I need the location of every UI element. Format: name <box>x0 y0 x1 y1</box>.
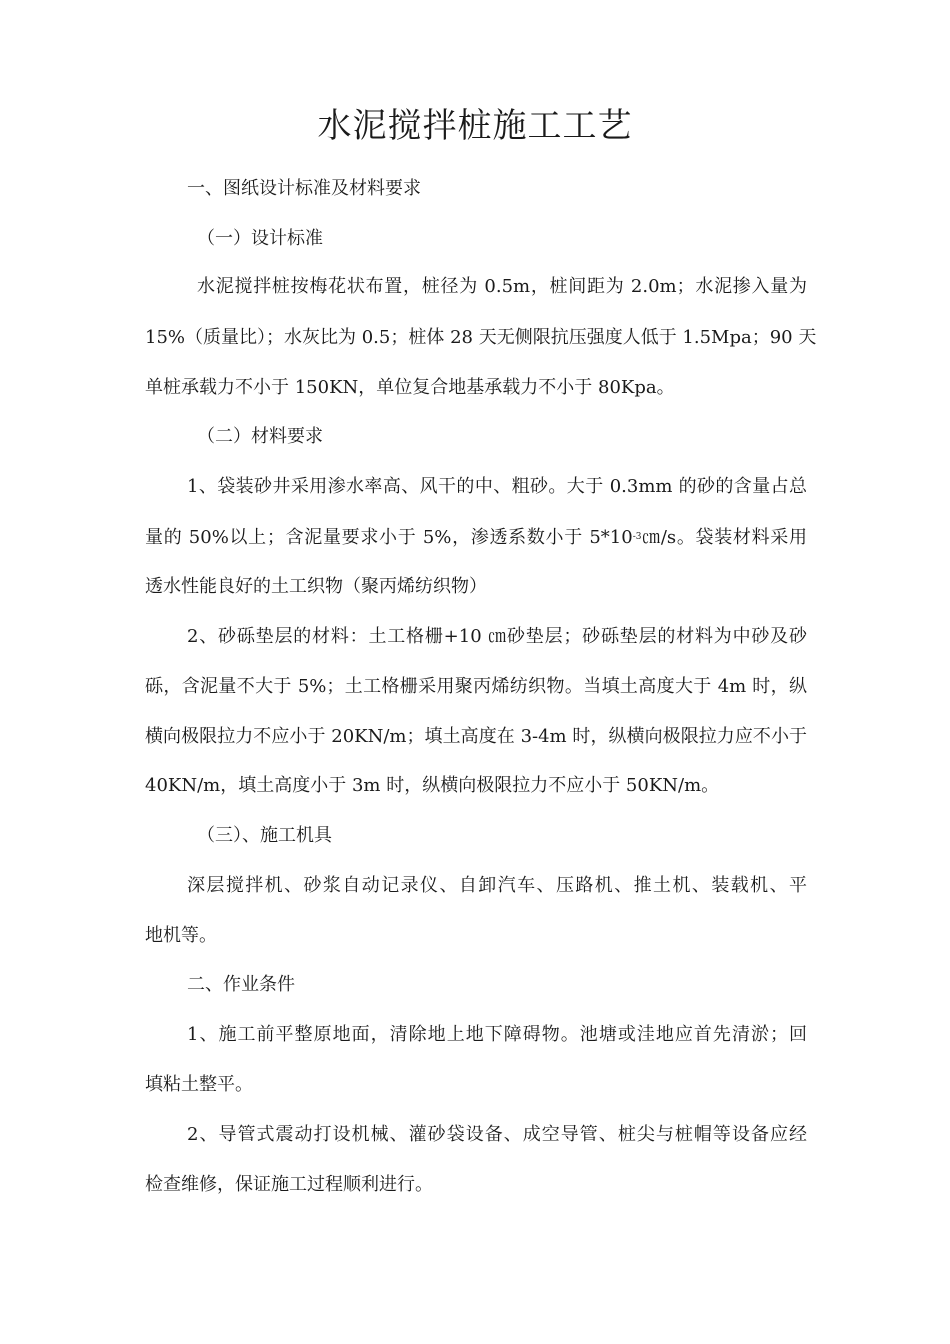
paragraph-line: 1、袋装砂井采用渗水率高、风干的中、粗砂。大于 0.3mm 的砂的含量占总 <box>187 476 807 497</box>
subsection3-heading: （三）、施工机具 <box>197 825 332 846</box>
paragraph-line: 15%（质量比）；水灰比为 0.5；桩体 28 天无侧限抗压强度人低于 1.5Mpa；90 天 <box>145 327 817 348</box>
paragraph-line: 2、砂砾垫层的材料：土工格栅+10 ㎝砂垫层；砂砾垫层的材料为中砂及砂 <box>187 626 807 647</box>
section1-heading: 一、图纸设计标准及材料要求 <box>187 178 421 199</box>
paragraph-text: ㎝/s。袋装材料采用 <box>641 527 807 548</box>
paragraph-line: 透水性能良好的土工织物（聚丙烯纺织物） <box>145 576 487 597</box>
paragraph-line: 横向极限拉力不应小于 20KN/m；填土高度在 3-4m 时，纵横向极限拉力应不小于 <box>145 726 807 747</box>
subsection1-heading: （一）设计标准 <box>197 228 323 249</box>
paragraph-line: 单桩承载力不小于 150KN，单位复合地基承载力不小于 80Kpa。 <box>145 377 675 398</box>
section2-heading: 二、作业条件 <box>187 974 295 995</box>
paragraph-line: 2、导管式震动打设机械、灌砂袋设备、成空导管、桩尖与桩帽等设备应经 <box>187 1124 807 1145</box>
paragraph-line: 填粘土整平。 <box>145 1074 253 1095</box>
paragraph-text: 量的 50%以上；含泥量要求小于 5%，渗透系数小于 5*10 <box>145 527 633 548</box>
paragraph-line: 1、施工前平整原地面，清除地上地下障碍物。池塘或洼地应首先清淤；回 <box>187 1024 807 1045</box>
paragraph-line: 地机等。 <box>145 925 217 946</box>
document-title: 水泥搅拌桩施工工艺 <box>317 106 633 146</box>
superscript-text: -3 <box>632 532 642 542</box>
subsection2-heading: （二）材料要求 <box>197 426 323 447</box>
paragraph-line: 40KN/m，填土高度小于 3m 时，纵横向极限拉力不应小于 50KN/m。 <box>145 775 720 796</box>
paragraph-line <box>145 524 807 551</box>
paragraph-line: 深层搅拌机、砂浆自动记录仪、自卸汽车、压路机、推土机、装载机、平 <box>187 875 807 896</box>
paragraph-line: 检查维修，保证施工过程顺利进行。 <box>145 1174 433 1195</box>
paragraph-line: 砾，含泥量不大于 5%；土工格栅采用聚丙烯纺织物。当填土高度大于 4m 时，纵 <box>145 676 807 697</box>
paragraph-line: 水泥搅拌桩按梅花状布置，桩径为 0.5m，桩间距为 2.0m；水泥掺入量为 <box>197 276 807 297</box>
